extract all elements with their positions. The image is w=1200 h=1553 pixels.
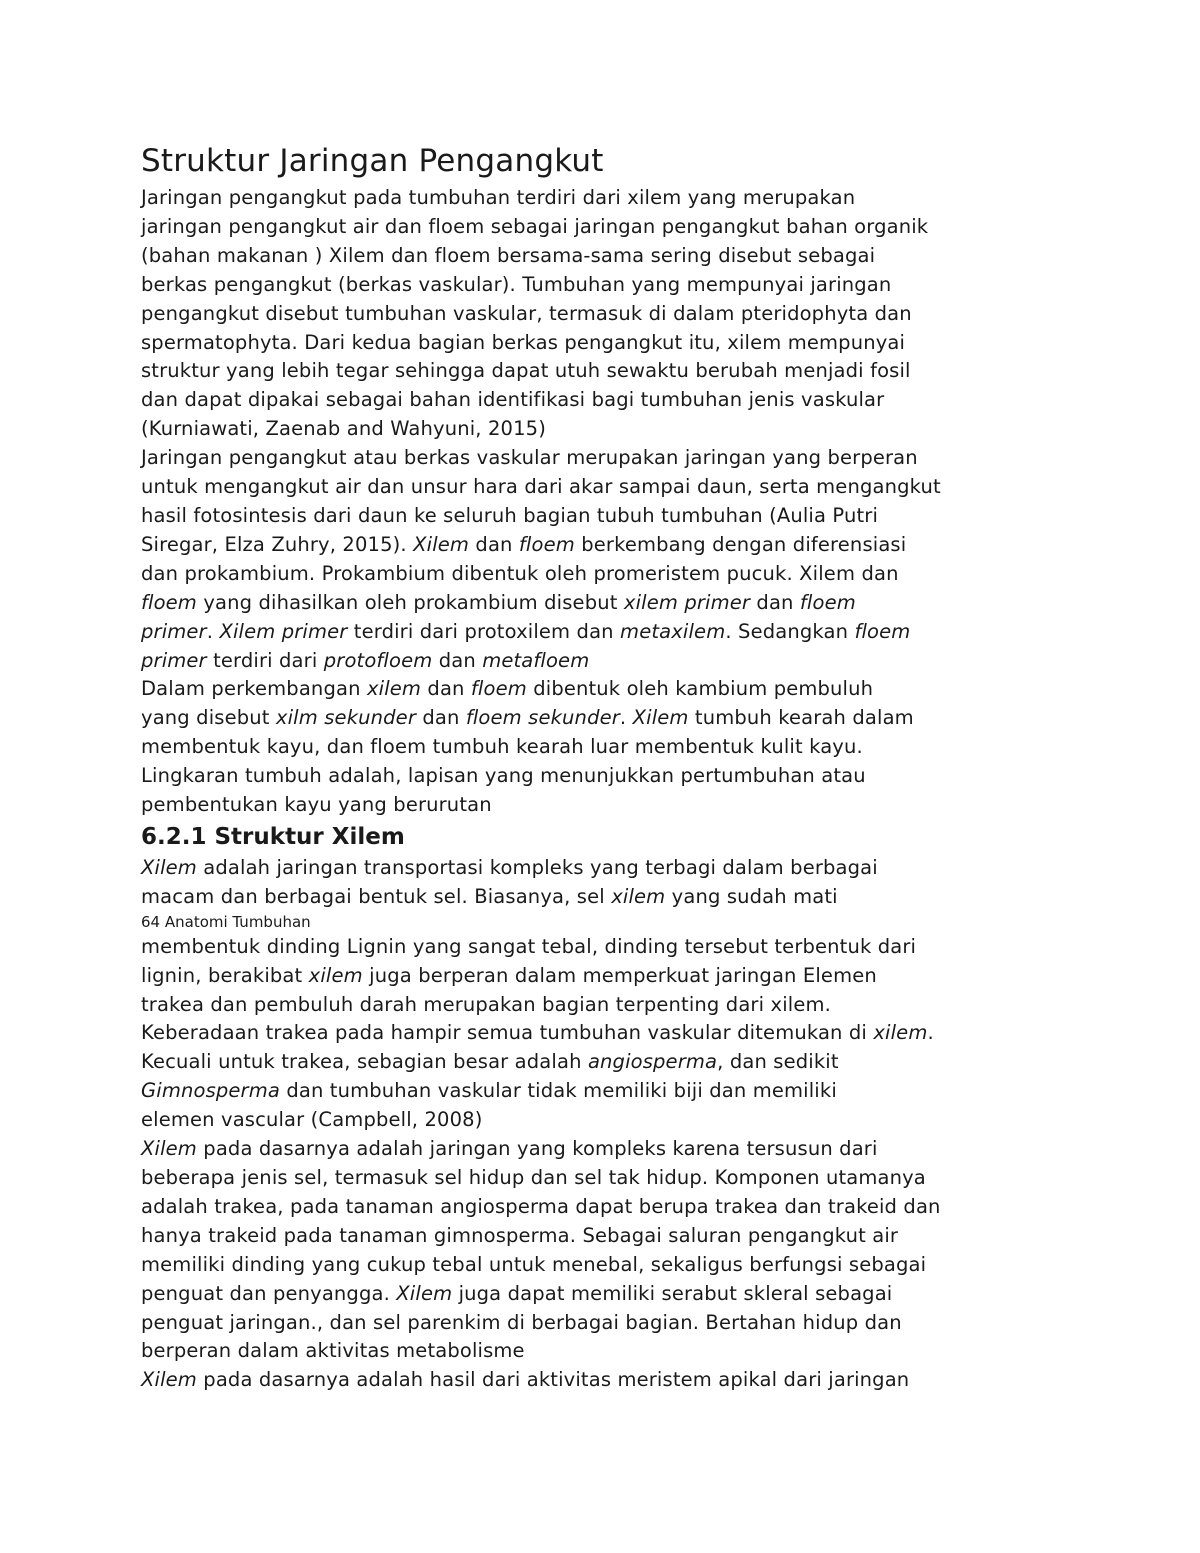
text-line: untuk mengangkut air dan unsur hara dari akar sampai daun, serta mengangkut [141,475,941,499]
section-heading: 6.2.1 Struktur Xilem [141,823,405,850]
text-line: spermatophyta. Dari kedua bagian berkas pengangkut itu, xilem mempunyai [141,330,906,354]
body-section-2 [141,854,1021,912]
text-line: (Kurniawati, Zaenab and Wahyuni, 2015) [141,417,546,441]
text-line: jaringan pengangkut air dan floem sebagai jaringan pengangkut bahan organik [141,214,929,238]
body-section-1 [141,184,1021,820]
text-line: beberapa jenis sel, termasuk sel hidup dan sel tak hidup. Komponen utamanya [141,1166,926,1189]
text-line: membentuk dinding Lignin yang sangat tebal, dinding tersebut terbentuk dari [141,934,917,958]
text-line: Gimnosperma dan tumbuhan vaskular tidak memiliki biji dan memiliki [141,1079,837,1103]
text-line: Siregar, Elza Zuhry, 2015). Xilem dan floem berkembang dengan diferensiasi [141,532,907,556]
text-line: hanya trakeid pada tanaman gimnosperma. Sebagai saluran pengangkut air [141,1223,899,1247]
text-line: berperan dalam aktivitas metabolisme [141,1339,525,1363]
text-line: Xilem adalah jaringan transportasi kompleks yang terbagi dalam berbagai [141,855,878,879]
text-line: Jaringan pengangkut pada tumbuhan terdiri dari xilem yang merupakan [141,186,856,209]
text-line: berkas pengangkut (berkas vaskular). Tumbuhan yang mempunyai jaringan [141,272,892,296]
text-line: Xilem pada dasarnya adalah hasil dari aktivitas meristem apikal dari jaringan [141,1368,910,1392]
text-line: hasil fotosintesis dari daun ke seluruh bagian tubuh tumbuhan (Aulia Putri [141,503,879,527]
text-line: memiliki dinding yang cukup tebal untuk menebal, sekaligus berfungsi sebagai [141,1252,927,1276]
body-section-3 [141,933,1021,1396]
text-line: penguat dan penyangga. Xilem juga dapat memiliki serabut skleral sebagai [141,1281,893,1305]
page-title: Struktur Jaringan Pengangkut [141,143,604,179]
text-line: dan dapat dipakai sebagai bahan identifikasi bagi tumbuhan jenis vaskular [141,388,885,412]
text-line: macam dan berbagai bentuk sel. Biasanya, sel xilem yang sudah mati [141,884,838,908]
page-footer: 64 Anatomi Tumbuhan [141,912,311,931]
text-line: elemen vascular (Campbell, 2008) [141,1108,483,1132]
document-page [141,140,1021,1395]
text-line: adalah trakea, pada tanaman angiosperma dapat berupa trakea dan trakeid dan [141,1194,941,1218]
text-line: penguat jaringan., dan sel parenkim di berbagai bagian. Bertahan hidup dan [141,1310,902,1334]
text-line: Xilem pada dasarnya adalah jaringan yang kompleks karena tersusun dari [141,1137,878,1161]
text-line: membentuk kayu, dan floem tumbuh kearah luar membentuk kulit kayu. [141,735,863,759]
text-line: trakea dan pembuluh darah merupakan bagian terpenting dari xilem. [141,992,831,1016]
text-line: dan prokambium. Prokambium dibentuk oleh promeristem pucuk. Xilem dan [141,561,899,585]
text-line: primer terdiri dari protofloem dan metafloem [141,648,590,672]
text-line: lignin, berakibat xilem juga berperan dalam memperkuat jaringan Elemen [141,963,877,987]
text-line: Kecuali untuk trakea, sebagian besar adalah angiosperma, dan sedikit [141,1050,839,1074]
text-line: struktur yang lebih tegar sehingga dapat utuh sewaktu berubah menjadi fosil [141,359,911,383]
text-line: pembentukan kayu yang berurutan [141,793,492,817]
text-line: Lingkaran tumbuh adalah, lapisan yang menunjukkan pertumbuhan atau [141,764,866,788]
text-line: floem yang dihasilkan oleh prokambium disebut xilem primer dan floem [141,590,856,614]
text-line: pengangkut disebut tumbuhan vaskular, termasuk di dalam pteridophyta dan [141,301,912,325]
text-line: yang disebut xilm sekunder dan floem sekunder. Xilem tumbuh kearah dalam [141,706,914,730]
text-line: Dalam perkembangan xilem dan floem dibentuk oleh kambium pembuluh [141,677,874,701]
text-line: Jaringan pengangkut atau berkas vaskular merupakan jaringan yang berperan [141,446,918,470]
text-line: primer. Xilem primer terdiri dari protoxilem dan metaxilem. Sedangkan floem [141,619,911,643]
text-line: Keberadaan trakea pada hampir semua tumbuhan vaskular ditemukan di xilem. [141,1021,934,1045]
text-line: (bahan makanan ) Xilem dan floem bersama-sama sering disebut sebagai [141,243,876,267]
